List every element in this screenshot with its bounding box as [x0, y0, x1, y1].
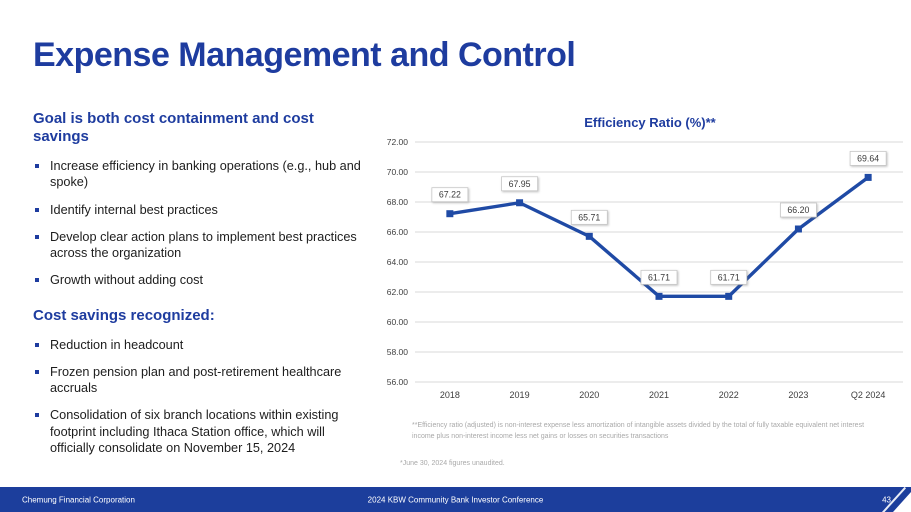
y-axis-tick-label: 60.00: [386, 317, 408, 327]
y-axis-tick-label: 62.00: [386, 287, 408, 297]
data-label: 66.20: [787, 205, 810, 215]
footer-bar: [0, 487, 911, 512]
cost-savings-bullet-list: [33, 337, 365, 457]
y-axis-tick-label: 56.00: [386, 377, 408, 387]
data-point-marker: [725, 293, 732, 300]
y-axis-tick-label: 58.00: [386, 347, 408, 357]
chart-title: Efficiency Ratio (%)**: [584, 115, 716, 130]
goal-bullet-list: [33, 158, 365, 289]
y-axis-tick-label: 68.00: [386, 197, 408, 207]
y-axis-tick-label: 72.00: [386, 137, 408, 147]
list-item: Develop clear action plans to implement best practices across the organization: [33, 229, 365, 262]
x-axis-tick-label: 2022: [718, 390, 739, 400]
data-point-marker: [656, 293, 663, 300]
list-item: Reduction in headcount: [33, 337, 365, 353]
data-point-marker: [586, 233, 593, 240]
data-point-marker: [865, 174, 872, 181]
list-item: Increase efficiency in banking operations (e.g., hub and spoke): [33, 158, 365, 191]
footnote-unaudited: *June 30, 2024 figures unaudited.: [400, 460, 505, 467]
y-axis-tick-label: 64.00: [386, 257, 408, 267]
list-item: Consolidation of six branch locations within existing footprint including Ithaca Station office, which will officially consolidate on November 15, 2024: [33, 407, 365, 456]
data-point-marker: [516, 199, 523, 206]
data-label: 61.71: [717, 272, 740, 283]
footer-conference-name: 2024 KBW Community Bank Investor Conference: [367, 495, 544, 504]
footnote-efficiency-ratio-definition: **Efficiency ratio (adjusted) is non-interest expense less amortization of intangible assets divided by the total of fully taxable equivalent net interest income plus non-interest income less net gains or losses on securities transactions: [412, 422, 865, 440]
x-axis-tick-label: 2018: [439, 390, 460, 400]
x-axis-tick-label: 2021: [648, 390, 670, 400]
x-axis-tick-label: Q2 2024: [850, 390, 886, 400]
data-label: 65.71: [578, 212, 601, 223]
list-item: Frozen pension plan and post-retirement healthcare accruals: [33, 364, 365, 397]
footer-page-number: 43: [882, 495, 891, 504]
footer-company-name: Chemung Financial Corporation: [22, 495, 135, 504]
section-heading-cost-savings: Cost savings recognized:: [33, 306, 215, 324]
y-axis-tick-label: 70.00: [386, 167, 408, 177]
list-item: Growth without adding cost: [33, 272, 365, 288]
x-axis-tick-label: 2019: [509, 390, 530, 400]
x-axis-tick-label: 2023: [788, 390, 809, 400]
page-title: Expense Management and Control: [33, 36, 576, 74]
efficiency-ratio-line-chart: [365, 132, 909, 412]
x-axis-tick-label: 2020: [579, 390, 600, 400]
data-label: 69.64: [857, 153, 880, 164]
list-item: Identify internal best practices: [33, 202, 365, 218]
y-axis-tick-label: 66.00: [386, 227, 408, 237]
data-label: 67.22: [438, 189, 461, 200]
data-point-marker: [795, 226, 802, 233]
data-label: 61.71: [647, 272, 671, 283]
section-heading-goal: Goal is both cost containment and cost savings: [33, 110, 314, 145]
left-column: [33, 110, 365, 467]
data-point-marker: [446, 210, 453, 217]
data-label: 67.95: [508, 178, 531, 189]
